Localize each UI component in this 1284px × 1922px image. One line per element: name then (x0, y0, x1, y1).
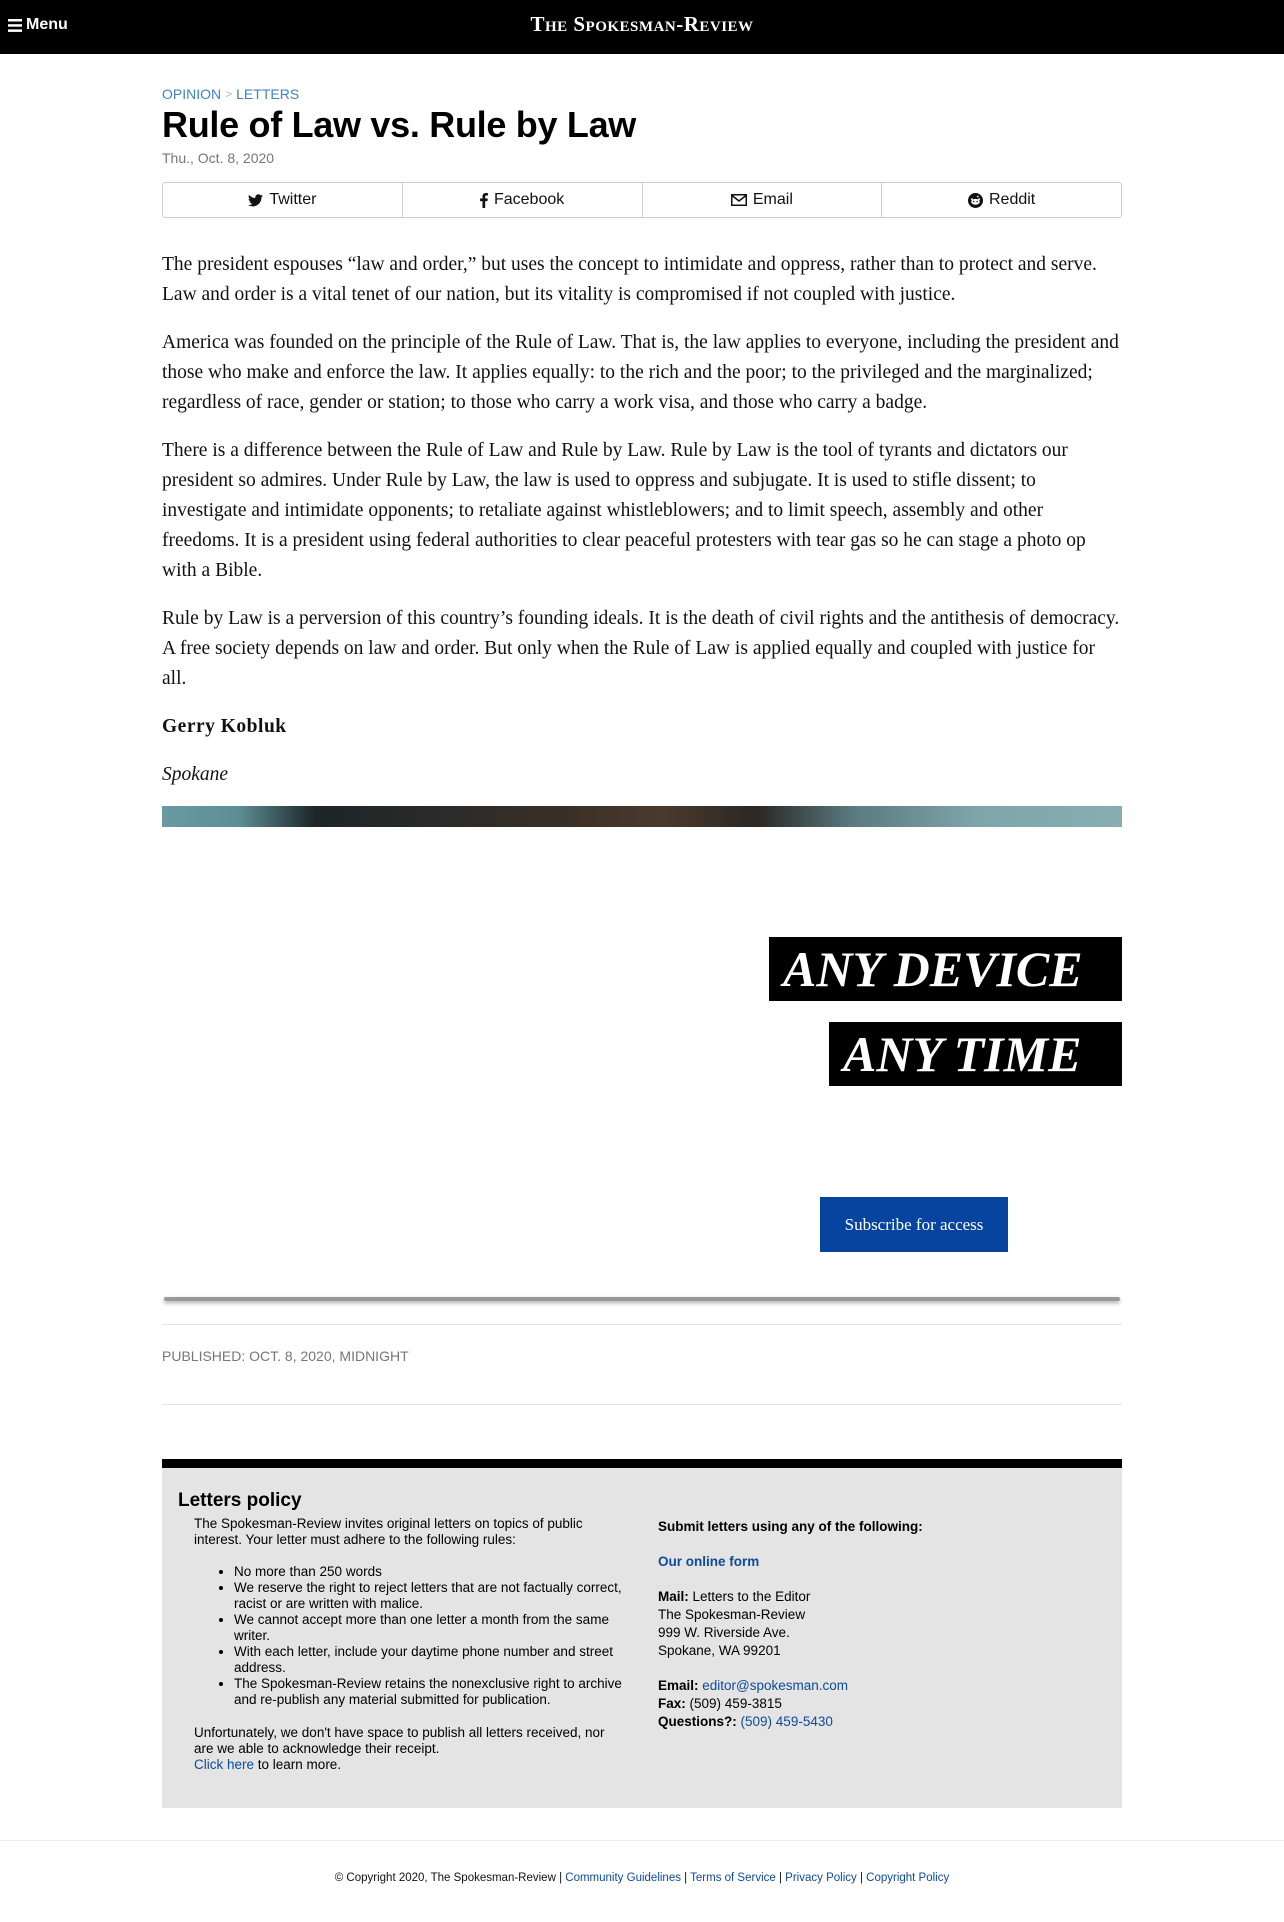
footer-link-privacy-policy[interactable]: Privacy Policy (785, 1872, 857, 1884)
share-reddit-label: Reddit (989, 191, 1036, 208)
share-reddit-button[interactable] (882, 183, 1121, 217)
policy-rule: • The Spokesman-Review retains the nonexclusive right to archive and re-publish any material submitted for publication. (234, 1676, 624, 1708)
letters-policy-rules (194, 1516, 624, 1773)
subscription-promo (162, 827, 1122, 1299)
share-email-button[interactable] (643, 183, 883, 217)
subscribe-button[interactable]: Subscribe for access (820, 1197, 1008, 1252)
learn-more-text: to learn more. (254, 1757, 342, 1772)
breadcrumb-letters[interactable]: LETTERS (236, 86, 300, 102)
policy-rule: • We cannot accept more than one letter a month from the same writer. (234, 1612, 624, 1644)
reddit-icon (968, 193, 983, 208)
submit-heading: Submit letters using any of the following: (658, 1519, 923, 1534)
mail-line: Letters to the Editor (692, 1589, 811, 1604)
article-body (162, 250, 1122, 808)
breadcrumb-opinion[interactable]: OPINION (162, 86, 222, 102)
twitter-icon (248, 194, 263, 207)
policy-rules-list (234, 1564, 624, 1708)
contact-details (658, 1677, 1078, 1731)
divider (0, 1840, 1284, 1841)
site-masthead-logo[interactable]: The Spokesman-Review (530, 12, 754, 36)
share-twitter-button[interactable] (163, 183, 403, 217)
promo-banner-image (162, 806, 1122, 827)
fax-number: (509) 459-3815 (689, 1696, 782, 1711)
online-form-link[interactable]: Our online form (658, 1554, 760, 1569)
questions-label: Questions?: (658, 1714, 737, 1729)
article-paragraph: The president espouses “law and order,” but uses the concept to intimidate and oppress, rather than to protect and serve. Law and order is a vital tenet of our nation, but its vitality is compromised if not coupled with justice. (162, 254, 1097, 305)
footer-link-copyright-policy[interactable]: Copyright Policy (866, 1872, 950, 1884)
policy-outro: Unfortunately, we don't have space to publish all letters received, nor are we able to acknowledge their receipt. (194, 1725, 605, 1756)
published-timestamp: PUBLISHED: OCT. 8, 2020, MIDNIGHT (162, 1348, 409, 1364)
letter-author: Gerry Kobluk (162, 716, 287, 737)
share-email-label: Email (752, 191, 793, 208)
letters-submission-info (658, 1516, 1078, 1731)
footer-link-terms-of-service[interactable]: Terms of Service (690, 1872, 776, 1884)
policy-rule: • No more than 250 words (234, 1564, 624, 1580)
share-bar (162, 182, 1122, 218)
letters-policy-title: Letters policy (178, 1490, 302, 1511)
promo-divider (164, 1297, 1120, 1301)
policy-rule: • We reserve the right to reject letters that are not factually correct, racist or are written with malice. (234, 1580, 624, 1612)
mail-line: The Spokesman-Review (658, 1607, 806, 1622)
share-twitter-label: Twitter (269, 191, 317, 208)
mail-line: Spokane, WA 99201 (658, 1643, 781, 1658)
questions-phone-link[interactable]: (509) 459-5430 (740, 1714, 833, 1729)
fax-label: Fax: (658, 1696, 686, 1711)
click-here-link[interactable]: Click here (194, 1757, 255, 1772)
mail-address (658, 1588, 1078, 1660)
facebook-icon (480, 193, 488, 208)
policy-intro: The Spokesman-Review invites original letters on topics of public interest. Your letter must adhere to the following rules: (194, 1516, 583, 1547)
divider (162, 1404, 1122, 1405)
article-title: Rule of Law vs. Rule by Law (162, 104, 636, 145)
top-navigation-bar (0, 0, 1284, 54)
letters-policy-box (162, 1459, 1122, 1808)
mail-line: 999 W. Riverside Ave. (658, 1625, 790, 1640)
breadcrumb-separator-icon: > (225, 87, 233, 101)
breadcrumb (162, 86, 1122, 102)
footer-copyright: © Copyright 2020, The Spokesman-Review (334, 1872, 556, 1884)
mail-label: Mail: (658, 1589, 689, 1604)
email-label: Email: (658, 1678, 699, 1693)
divider (162, 1324, 1122, 1325)
article-paragraph: America was founded on the principle of the Rule of Law. That is, the law applies to everyone, including the president and those who make and enforce the law. It applies equally: to the rich and the poor; to the privileged and the marginalized; regardless of race, gender or station; to those who carry a work visa, and those who carry a badge. (162, 332, 1119, 413)
editor-email-link[interactable]: editor@spokesman.com (702, 1678, 849, 1693)
menu-label: Menu (26, 16, 68, 33)
promo-tagline-any-time: ANY TIME (829, 1022, 1122, 1086)
letter-city: Spokane (162, 764, 229, 785)
share-facebook-label: Facebook (493, 191, 565, 208)
policy-rule: • With each letter, include your daytime phone number and street address. (234, 1644, 624, 1676)
site-footer: © Copyright 2020, The Spokesman-Review | Community Guidelines | Terms of Service | Privacy Policy | Copyright Policy (334, 1872, 950, 1884)
footer-link-community-guidelines[interactable]: Community Guidelines (565, 1872, 681, 1884)
share-facebook-button[interactable] (403, 183, 643, 217)
promo-tagline-any-device: ANY DEVICE (769, 937, 1122, 1001)
policy-learn-more (194, 1757, 624, 1773)
article-paragraph: There is a difference between the Rule of Law and Rule by Law. Rule by Law is the tool of tyrants and dictators our president so admires. Under Rule by Law, the law is used to oppress and subjugate. It is used to stifle dissent; to investigate and intimidate opponents; to retaliate against whistleblowers; and to limit speech, assembly and other freedoms. It is a president using federal authorities to clear peaceful protesters with tear gas so he can stage a photo op with a Bible. (162, 440, 1086, 581)
article-paragraph: Rule by Law is a perversion of this country’s founding ideals. It is the death of civil rights and the antithesis of democracy. A free society depends on law and order. But only when the Rule of Law is applied equally and coupled with justice for all. (162, 608, 1120, 689)
envelope-icon (731, 194, 747, 206)
article-date: Thu., Oct. 8, 2020 (162, 150, 275, 166)
